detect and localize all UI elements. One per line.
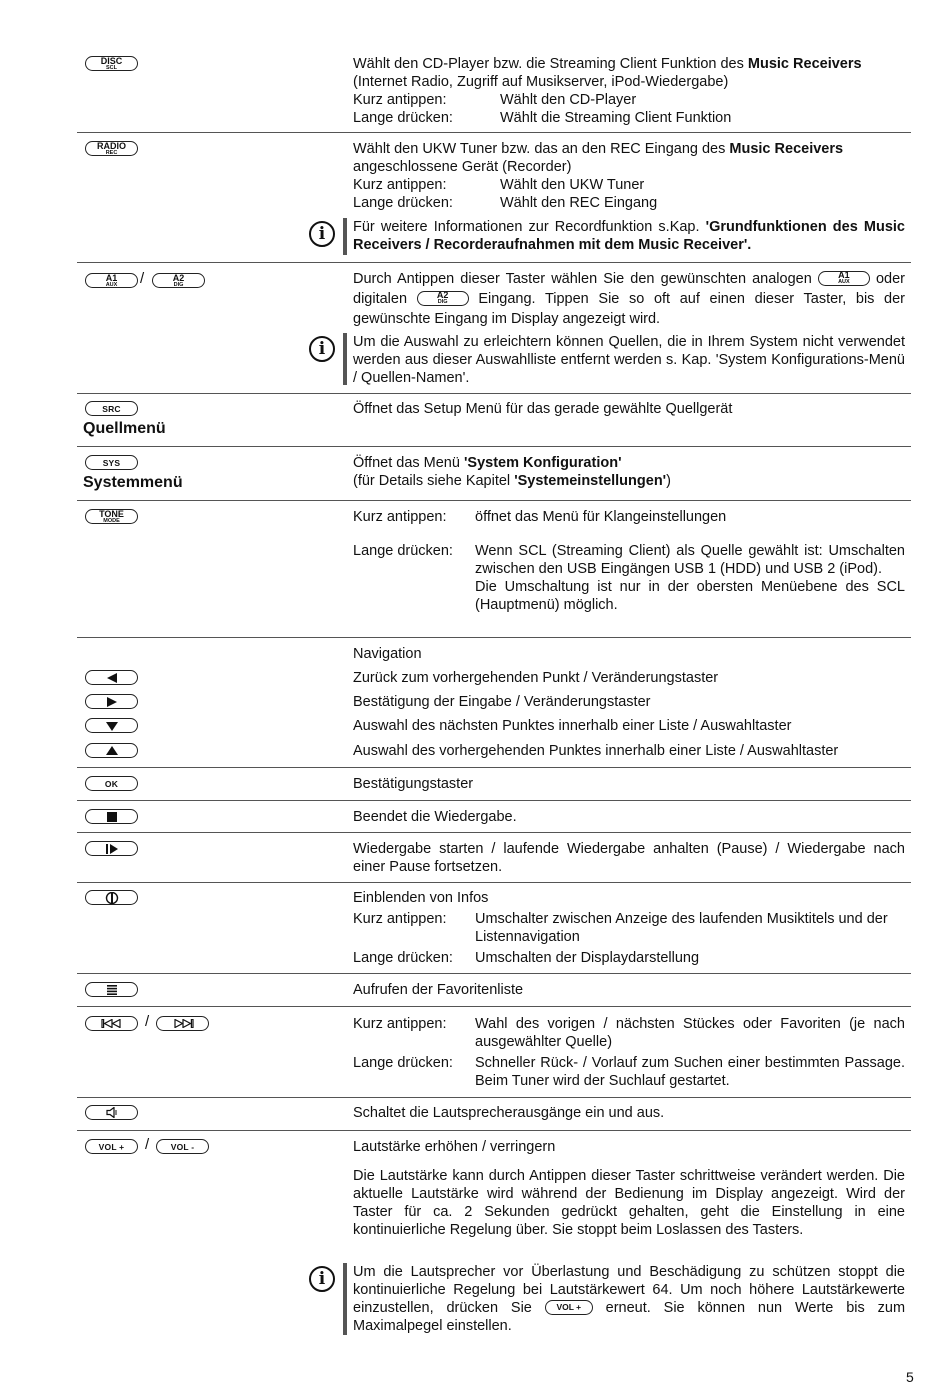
tone-mode-key-icon	[85, 509, 138, 524]
long-press-label: Lange drücken:	[353, 195, 453, 211]
divider	[77, 637, 911, 638]
favorites-key-icon	[85, 982, 138, 997]
bold-text: 'System Konfiguration'	[463, 455, 622, 471]
key-label: A2	[436, 290, 449, 301]
divider	[77, 832, 911, 833]
volume-description: Die Lautstärke kann durch Antippen dieser Taster schrittweise verändert werden. Die aktuelle Lautstärke wird während der Bedienung im Display angezeigt. Wird der Taster für ca. 2 Sekunden gedrückt gehalten, geht die Einstellung in eine kontinuierliche Regelung über. Sie stoppt beim Loslassen des Tasters.	[353, 1168, 905, 1238]
slash-separator: /	[145, 1013, 150, 1030]
key-sublabel: AUX	[838, 279, 850, 286]
note-bar	[343, 1263, 347, 1335]
divider	[77, 262, 911, 263]
skip-back-icon	[101, 1019, 123, 1028]
ok-key-icon	[85, 776, 138, 791]
a1-aux-key-icon	[85, 273, 138, 288]
text: Um die Lautsprecher vor Überlastung und Beschädigung zu schützen stoppt die kontinuierliche Regelung bei Lautstärkewert 64. Um noch höhere Lautstärkewerte einzustellen, drücken Sie	[353, 1264, 905, 1316]
text: Wählt den UKW Tuner bzw. das an den REC Eingang des	[353, 141, 730, 157]
divider	[77, 393, 911, 394]
key-sublabel: DIG	[173, 281, 184, 288]
triangle-up-icon	[105, 746, 119, 756]
note-bar	[343, 218, 347, 255]
long-press-label: Lange drücken:	[353, 110, 453, 126]
stop-key-icon	[85, 809, 138, 824]
text: Durch Antippen dieser Taster wählen Sie den gewünschten analogen	[353, 271, 812, 287]
key-sublabel: SCL	[105, 64, 117, 71]
short-press-label: Kurz antippen:	[353, 1016, 447, 1032]
a2-dig-key-icon	[152, 273, 205, 288]
section-title: Quellmenü	[83, 420, 166, 437]
key-label: SRC	[102, 403, 121, 414]
mute-key-icon	[85, 1105, 138, 1120]
key-label: VOL -	[170, 1141, 195, 1152]
text: Öffnet das Menü	[353, 455, 464, 471]
volume-up-key-icon	[85, 1139, 138, 1154]
key-label: A2	[172, 272, 185, 283]
divider	[77, 800, 911, 801]
divider	[77, 1006, 911, 1007]
triangle-right-icon	[105, 697, 119, 707]
triangle-left-icon	[105, 673, 119, 683]
long-press-label: Lange drücken:	[353, 543, 453, 559]
info-circle-icon	[105, 892, 119, 904]
short-press-value: öffnet das Menü für Klangeinstellungen	[475, 509, 727, 525]
slash-separator: /	[145, 1136, 150, 1153]
skip-forward-key-icon	[156, 1016, 209, 1031]
short-press-label: Kurz antippen:	[353, 911, 447, 927]
info-icon: i	[309, 1266, 335, 1292]
long-press-value: Schneller Rück- / Vorlauf zum Suchen einer bestimmten Passage. Beim Tuner wird der Suchlauf gestartet.	[475, 1055, 905, 1089]
key-sublabel: MODE	[103, 517, 120, 524]
arrow-up-key-icon	[85, 743, 138, 758]
short-press-label: Kurz antippen:	[353, 92, 447, 108]
text: Wenn SCL (Streaming Client) als Quelle gewählt ist: Umschalten zwischen den USB Eingängen USB 1 (HDD) und USB 2 (iPod).	[475, 543, 905, 577]
divider	[77, 1097, 911, 1098]
key-sublabel: REC	[105, 149, 118, 156]
skip-back-key-icon	[85, 1016, 138, 1031]
speaker-icon	[105, 1107, 119, 1118]
volume-title: Lautstärke erhöhen / verringern	[353, 1139, 556, 1155]
info-key-icon	[85, 890, 138, 905]
long-press-value: Wählt den REC Eingang	[500, 195, 658, 211]
divider	[77, 446, 911, 447]
key-sublabel: AUX	[105, 281, 118, 288]
info-icon: i	[309, 336, 335, 362]
radio-note	[353, 218, 905, 254]
divider	[77, 767, 911, 768]
play-pause-key-icon	[85, 841, 138, 856]
text: Wählt den CD-Player bzw. die Streaming Client Funktion des	[353, 56, 748, 72]
skip-forward-icon	[172, 1019, 194, 1028]
stop-description: Beendet die Wiedergabe.	[353, 809, 517, 825]
bold-text: 'Grundfunktionen des Music Receivers / Recorderaufnahmen mit dem Music Receiver'.	[353, 219, 905, 253]
key-label: RADIO	[97, 140, 126, 151]
sys-key-icon	[85, 455, 138, 470]
list-icon	[106, 985, 118, 995]
short-press-value: Wählt den UKW Tuner	[500, 177, 645, 193]
volume-note	[353, 1263, 905, 1335]
arrow-down-key-icon	[85, 718, 138, 733]
divider	[77, 973, 911, 974]
key-label: DISC	[100, 55, 123, 66]
key-label: TONE	[99, 508, 124, 519]
key-label: A1	[105, 272, 118, 283]
stop-square-icon	[107, 812, 117, 822]
nav-right-description: Bestätigung der Eingabe / Veränderungstaster	[353, 694, 651, 710]
sys-description	[353, 454, 905, 490]
divider	[77, 1130, 911, 1131]
short-press-label: Kurz antippen:	[353, 177, 447, 193]
disc-scl-key-icon	[85, 56, 138, 71]
info-key-title: Einblenden von Infos	[353, 890, 489, 906]
disc-description	[353, 55, 905, 91]
play-description: Wiedergabe starten / laufende Wiedergabe anhalten (Pause) / Wiedergabe nach einer Pause fortsetzen.	[353, 841, 905, 875]
ok-description: Bestätigungstaster	[353, 776, 474, 792]
text: )	[666, 473, 671, 489]
text: Für weitere Informationen zur Recordfunktion s.Kap.	[353, 219, 706, 235]
text: (Internet Radio, Zugriff auf Musikserver, iPod-Wiedergabe)	[353, 74, 729, 90]
bold-text: Music Receivers	[729, 141, 844, 157]
bold-text: Music Receivers	[747, 56, 862, 72]
inputs-description	[353, 269, 905, 329]
divider	[77, 882, 911, 883]
short-press-value: Wählt den CD-Player	[500, 92, 637, 108]
text: oder digitalen	[353, 271, 905, 307]
bold-text: 'Systemeinstellungen'	[514, 473, 667, 489]
divider	[77, 132, 911, 133]
text: Eingang. Tippen Sie so oft auf einen dieser Taster, bis der gewünschte Eingang im Display angezeigt wird.	[353, 291, 906, 327]
key-label: VOL +	[98, 1141, 125, 1152]
a1-aux-key-icon	[818, 271, 870, 286]
page-number: 5	[906, 1369, 914, 1385]
long-press-value: Umschalten der Displaydarstellung	[475, 950, 700, 966]
note-bar	[343, 333, 347, 385]
short-press-label: Kurz antippen:	[353, 509, 447, 525]
play-pause-icon	[105, 844, 119, 854]
radio-description	[353, 140, 905, 176]
long-press-value: Wählt die Streaming Client Funktion	[500, 110, 732, 126]
arrow-left-key-icon	[85, 670, 138, 685]
text: angeschlossene Gerät (Recorder)	[353, 159, 572, 175]
inputs-note: Um die Auswahl zu erleichtern können Quellen, die in Ihrem System nicht verwendet werden aus dieser Auswahlliste entfernt werden s. Kap. 'System Konfigurations-Menü / Quellen-Namen'.	[353, 334, 905, 386]
long-press-label: Lange drücken:	[353, 1055, 453, 1071]
key-sublabel: DIG	[437, 299, 448, 306]
volume-up-key-icon	[545, 1300, 593, 1315]
short-press-value: Umschalter zwischen Anzeige des laufenden Musiktitels und der Listennavigation	[475, 911, 888, 945]
nav-up-description: Auswahl des vorhergehenden Punktes innerhalb einer Liste / Auswahltaster	[353, 743, 839, 759]
volume-down-key-icon	[156, 1139, 209, 1154]
a2-dig-key-icon	[417, 291, 469, 306]
divider	[77, 500, 911, 501]
slash-separator: /	[140, 270, 145, 287]
key-label: A1	[838, 270, 850, 281]
text: erneut. Sie können nun Werte bis zum Maximalpegel einstellen.	[353, 1300, 906, 1334]
short-press-value: Wahl des vorigen / nächsten Stückes oder Favoriten (je nach ausgewählter Quelle)	[475, 1016, 905, 1050]
key-label: SYS	[102, 457, 121, 468]
text: Die Umschaltung ist nur in der obersten Menüebene des SCL (Hauptmenü) möglich.	[475, 579, 905, 613]
triangle-down-icon	[105, 721, 119, 731]
mute-description: Schaltet die Lautsprecherausgänge ein und aus.	[353, 1105, 665, 1121]
key-label: VOL +	[556, 1302, 582, 1313]
favorites-description: Aufrufen der Favoritenliste	[353, 982, 524, 998]
section-title: Systemmenü	[83, 474, 183, 491]
navigation-title: Navigation	[353, 646, 422, 662]
nav-down-description: Auswahl des nächsten Punktes innerhalb einer Liste / Auswahltaster	[353, 718, 792, 734]
text: (für Details siehe Kapitel	[353, 473, 515, 489]
radio-rec-key-icon	[85, 141, 138, 156]
src-description: Öffnet das Setup Menü für das gerade gewählte Quellgerät	[353, 401, 733, 417]
info-icon: i	[309, 221, 335, 247]
long-press-value	[475, 542, 905, 614]
src-key-icon	[85, 401, 138, 416]
arrow-right-key-icon	[85, 694, 138, 709]
nav-left-description: Zurück zum vorhergehenden Punkt / Veränderungstaster	[353, 670, 719, 686]
long-press-label: Lange drücken:	[353, 950, 453, 966]
key-label: OK	[104, 778, 119, 789]
